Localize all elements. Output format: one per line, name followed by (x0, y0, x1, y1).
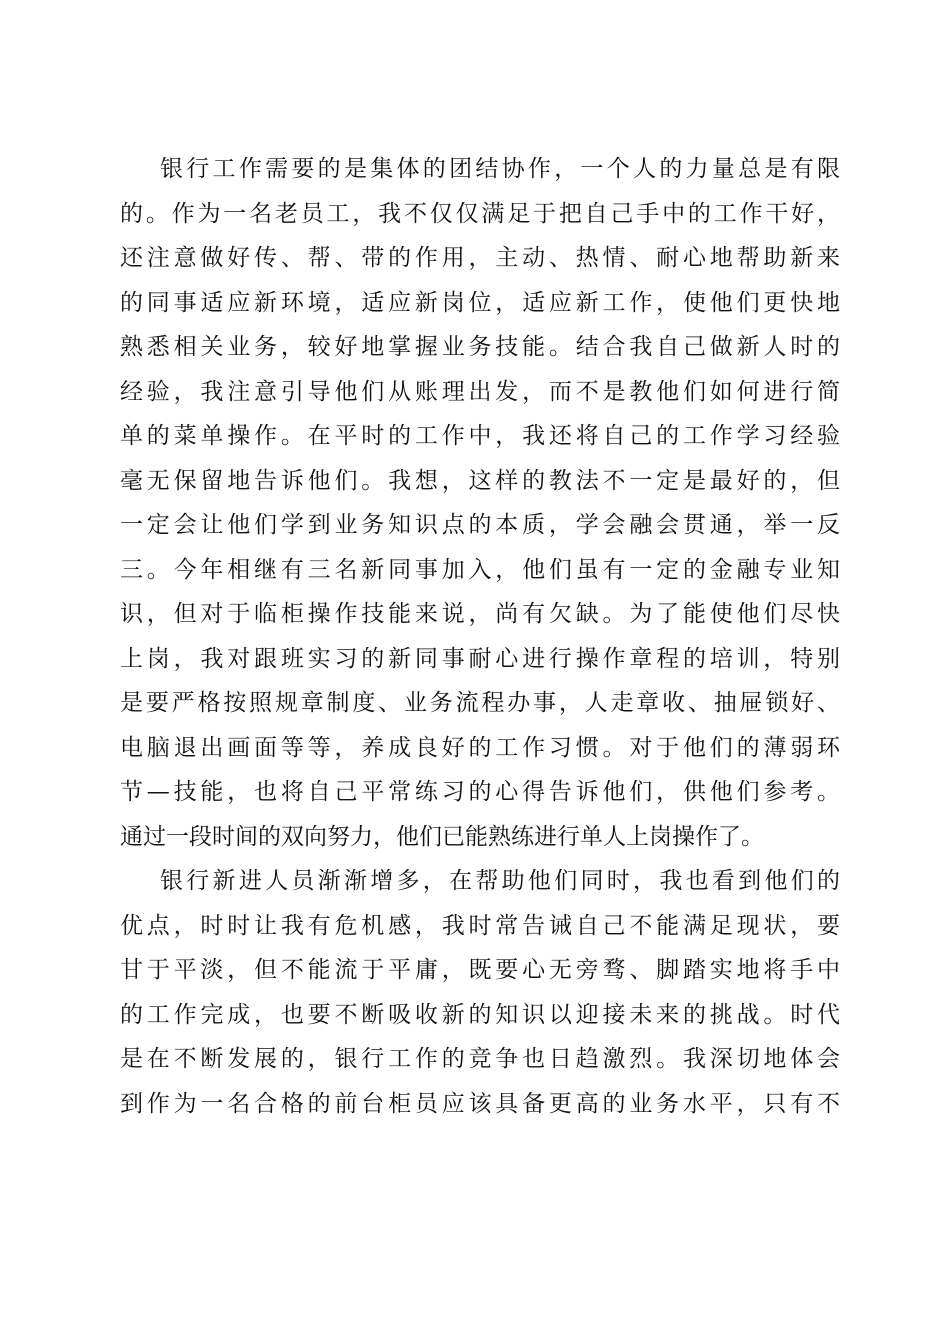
paragraph-1 (120, 147, 840, 859)
text-line: 是要严格按照规章制度、业务流程办事，人走章收、抽屉锁好、 (120, 690, 840, 716)
text-line: 毫无保留地告诉他们。我想，这样的教法不一定是最好的，但 (120, 467, 840, 494)
body-text (120, 147, 840, 1126)
text-line: 电脑退出画面等等，养成良好的工作习惯。对于他们的薄弱环 (120, 734, 840, 761)
text-line: 熟悉相关业务，较好地掌握业务技能。结合我自己做新人时的 (120, 334, 840, 360)
text-line: 的工作完成，也要不断吸收新的知识以迎接未来的挑战。时代 (120, 1001, 840, 1028)
text-line: 是在不断发展的，银行工作的竞争也日趋激烈。我深切地体会 (120, 1046, 840, 1072)
text-line: 三。今年相继有三名新同事加入，他们虽有一定的金融专业知 (120, 556, 840, 583)
text-line: 的同事适应新环境，适应新岗位，适应新工作，使他们更快地 (120, 289, 840, 316)
text-line: 优点，时时让我有危机感，我时常告诫自己不能满足现状，要 (120, 912, 840, 939)
paragraph-2 (120, 859, 840, 1126)
text-line: 还注意做好传、帮、带的作用，主动、热情、耐心地帮助新来 (120, 245, 840, 271)
text-line: 上岗，我对跟班实习的新同事耐心进行操作章程的培训，特别 (120, 645, 840, 672)
text-line: 甘于平淡，但不能流于平庸，既要心无旁骛、脚踏实地将手中 (120, 957, 840, 983)
text-line: 节—技能，也将自己平常练习的心得告诉他们，供他们参考。 (120, 779, 840, 805)
text-line: 单的菜单操作。在平时的工作中，我还将自己的工作学习经验 (120, 423, 840, 449)
text-line: 一定会让他们学到业务知识点的本质，学会融会贯通，举一反 (120, 512, 840, 538)
text-line: 识，但对于临柜操作技能来说，尚有欠缺。为了能使他们尽快 (120, 601, 840, 627)
text-line: 到作为一名合格的前台柜员应该具备更高的业务水平，只有不 (120, 1090, 840, 1117)
text-line: 经验，我注意引导他们从账理出发，而不是教他们如何进行简 (120, 378, 840, 405)
text-line: 的。作为一名老员工，我不仅仅满足于把自己手中的工作干好， (120, 200, 840, 227)
text-line: 通过一段时间的双向努力，他们已能熟练进行单人上岗操作了。 (120, 823, 764, 850)
text-line: 银行工作需要的是集体的团结协作，一个人的力量总是有限 (160, 156, 840, 182)
text-line: 银行新进人员渐渐增多，在帮助他们同时，我也看到他们的 (160, 868, 840, 894)
